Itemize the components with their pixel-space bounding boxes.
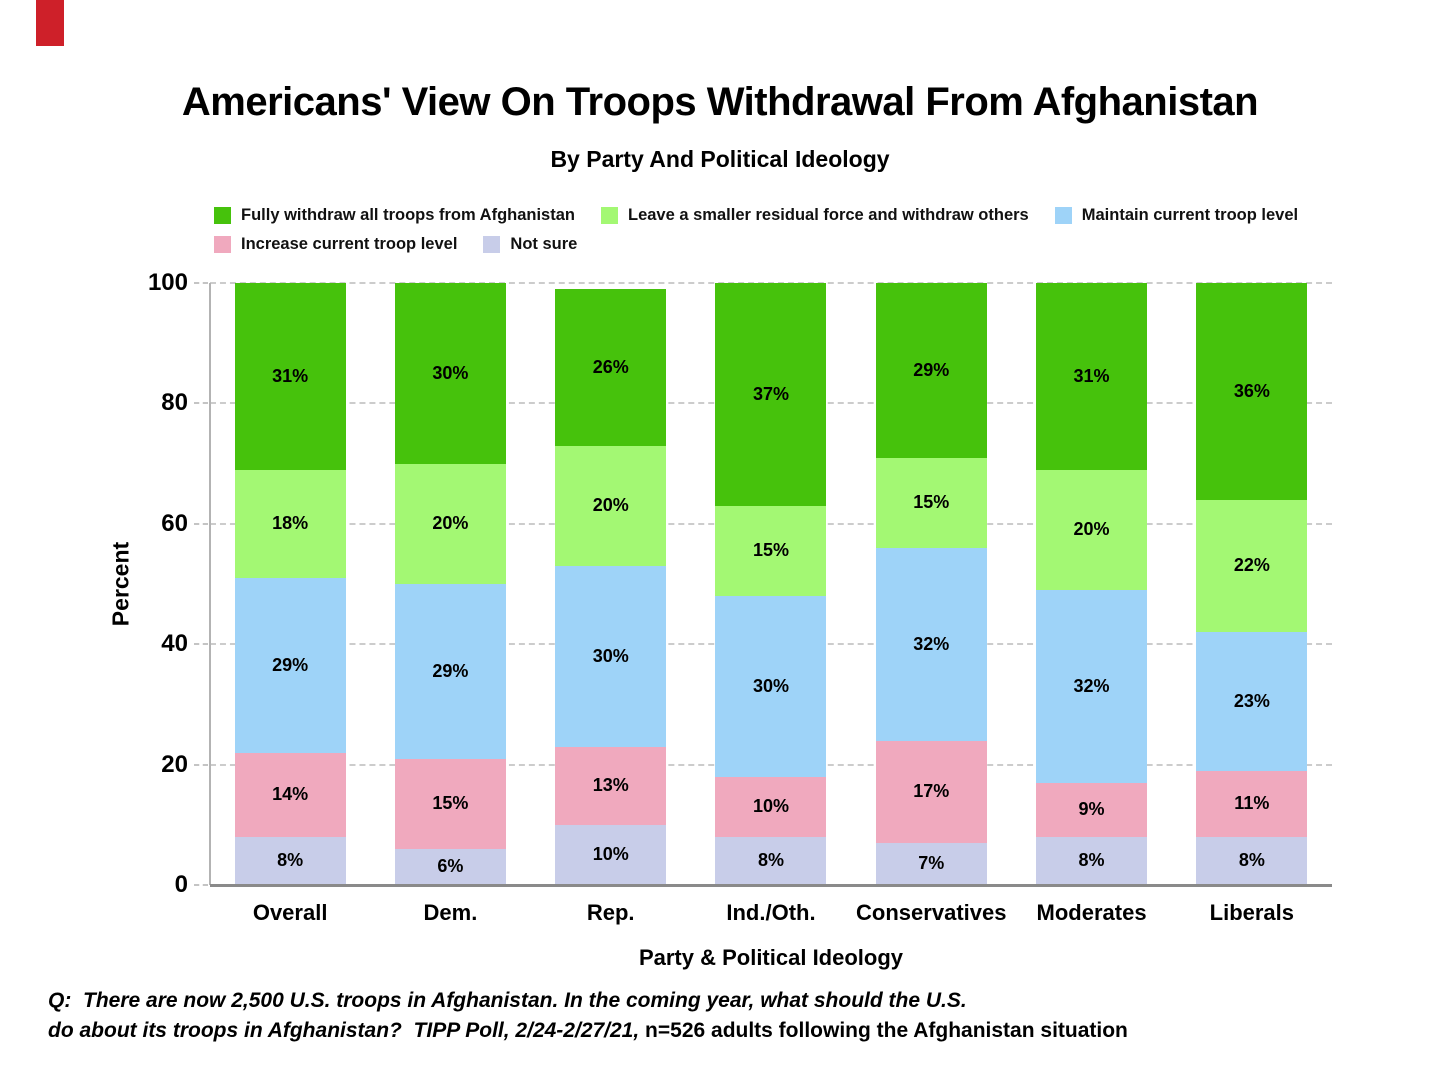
y-axis-title: Percent: [107, 541, 134, 627]
segment-value-label: 14%: [272, 784, 309, 805]
bar-segment: [395, 464, 506, 584]
stacked-bar-liberals: [1196, 283, 1307, 885]
bar-segment: [1036, 590, 1147, 783]
segment-value-label: 6%: [437, 856, 464, 877]
x-axis-baseline: [210, 884, 1332, 887]
stacked-bar-conservatives: [876, 283, 987, 885]
segment-value-label: 31%: [1073, 365, 1110, 386]
segment-value-label: 32%: [1073, 675, 1110, 696]
bar-segment: [555, 446, 666, 566]
footnote-line2-regular: n=526 adults following the Afghanistan situation: [645, 1019, 1128, 1043]
bar-segment: [235, 837, 346, 885]
legend-label: Increase current troop level: [241, 235, 458, 253]
bar-slot: [210, 283, 370, 885]
segment-value-label: 15%: [432, 793, 469, 814]
segment-value-label: 18%: [272, 513, 309, 534]
y-tick-label: 40: [161, 630, 188, 658]
segment-value-label: 37%: [752, 383, 789, 404]
bar-slot: [1172, 283, 1332, 885]
bar-segment: [715, 596, 826, 777]
y-tick: [194, 402, 208, 404]
footnote-line2: [48, 1016, 1418, 1046]
category-label: Conservatives: [856, 900, 1007, 925]
bar-segment: [876, 843, 987, 885]
legend-swatch-icon: [1055, 207, 1072, 224]
category-label: Ind./Oth.: [726, 900, 816, 925]
bar-slot: [1011, 283, 1171, 885]
legend-label: Fully withdraw all troops from Afghanistan: [241, 206, 575, 224]
y-tick: [194, 643, 208, 645]
bar-segment: [235, 578, 346, 753]
segment-value-label: 13%: [592, 775, 629, 796]
segment-value-label: 29%: [272, 654, 309, 675]
bar-segment: [715, 837, 826, 885]
segment-value-label: 23%: [1233, 690, 1270, 711]
bar-segment: [1196, 837, 1307, 885]
y-tick-label: 0: [174, 871, 188, 898]
bar-segment: [1196, 771, 1307, 837]
segment-value-label: 15%: [752, 540, 789, 561]
chart-title: Americans' View On Troops Withdrawal From Afghanistan: [181, 80, 1259, 124]
legend-label: Leave a smaller residual force and withdraw others: [628, 206, 1029, 224]
bar-segment: [1196, 283, 1307, 500]
bar-segment: [715, 506, 826, 596]
segment-value-label: 29%: [432, 660, 469, 681]
segment-value-label: 20%: [1073, 519, 1110, 540]
bar-segment: [876, 458, 987, 548]
bar-segment: [1036, 837, 1147, 885]
y-tick-label: 60: [161, 509, 188, 537]
red-corner-mark: [36, 0, 64, 46]
segment-value-label: 8%: [757, 850, 784, 871]
y-tick-label: 100: [147, 269, 188, 296]
bar-segment: [1036, 283, 1147, 470]
bars-area: [210, 283, 1332, 885]
stacked-bar-ind-oth-: [715, 283, 826, 885]
bar-segment: [395, 584, 506, 759]
segment-value-label: 30%: [752, 675, 789, 696]
bar-segment: [876, 548, 987, 741]
segment-value-label: 31%: [272, 365, 309, 386]
bar-segment: [715, 777, 826, 837]
category-labels: [210, 900, 1332, 926]
segment-value-label: 30%: [592, 645, 629, 666]
bar-segment: [395, 849, 506, 885]
bar-segment: [1196, 632, 1307, 771]
segment-value-label: 8%: [1238, 850, 1265, 871]
footnote: [48, 986, 1418, 1046]
segment-value-label: 26%: [592, 356, 629, 377]
segment-value-label: 20%: [592, 495, 629, 516]
legend-swatch-icon: [214, 236, 231, 253]
bar-segment: [395, 759, 506, 849]
bar-segment: [715, 283, 826, 506]
y-tick: [194, 884, 208, 886]
bar-slot: [370, 283, 530, 885]
bar-segment: [876, 283, 987, 458]
category-label: Overall: [252, 900, 328, 925]
legend-label: Maintain current troop level: [1081, 206, 1299, 224]
segment-value-label: 30%: [432, 362, 469, 383]
segment-value-label: 8%: [277, 850, 304, 871]
bar-slot: [691, 283, 851, 885]
stacked-bar-dem-: [395, 283, 506, 885]
bar-slot: [851, 283, 1011, 885]
bar-segment: [555, 566, 666, 747]
chart-subtitle: By Party And Political Ideology: [550, 146, 890, 172]
bar-segment: [555, 289, 666, 446]
legend-swatch-icon: [483, 236, 500, 253]
y-tick: [194, 764, 208, 766]
stacked-bar-rep-: [555, 289, 666, 885]
footnote-line2-italic: do about its troops in Afghanistan? TIPP Poll, 2/24-2/27/21,: [48, 1019, 640, 1043]
bar-segment: [1196, 500, 1307, 632]
segment-value-label: 20%: [432, 513, 469, 534]
category-label: Liberals: [1209, 900, 1295, 925]
legend: [214, 206, 1329, 254]
segment-value-label: 36%: [1233, 380, 1270, 401]
segment-value-label: 15%: [913, 492, 950, 513]
segment-value-label: 7%: [918, 853, 945, 874]
legend-item: [483, 235, 577, 254]
bar-segment: [1036, 470, 1147, 590]
legend-item: [1055, 206, 1298, 225]
segment-value-label: 22%: [1233, 555, 1270, 576]
segment-value-label: 11%: [1234, 793, 1270, 814]
segment-value-label: 9%: [1078, 799, 1105, 820]
bar-segment: [395, 283, 506, 464]
x-axis-title: Party & Political Ideology: [638, 945, 904, 970]
y-tick: [194, 523, 208, 525]
bar-segment: [555, 747, 666, 825]
bar-segment: [555, 825, 666, 885]
segment-value-label: 32%: [913, 633, 950, 654]
segment-value-label: 10%: [592, 844, 629, 865]
legend-item: [214, 206, 575, 225]
segment-value-label: 17%: [913, 781, 950, 802]
stacked-bar-overall: [235, 283, 346, 885]
segment-value-label: 10%: [752, 796, 789, 817]
bar-segment: [235, 753, 346, 837]
legend-swatch-icon: [214, 207, 231, 224]
legend-item: [214, 235, 457, 254]
segment-value-label: 8%: [1078, 850, 1105, 871]
segment-value-label: 29%: [913, 359, 950, 380]
bar-segment: [876, 741, 987, 843]
category-label: Rep.: [586, 900, 635, 925]
bar-segment: [235, 283, 346, 470]
footnote-line1: Q: There are now 2,500 U.S. troops in Afghanistan. In the coming year, what should the U.S.: [48, 989, 967, 1012]
legend-label: Not sure: [510, 235, 578, 253]
legend-swatch-icon: [601, 207, 618, 224]
legend-item: [601, 206, 1029, 225]
category-label: Moderates: [1036, 900, 1147, 925]
y-tick: [194, 282, 208, 284]
bar-segment: [235, 470, 346, 578]
bar-segment: [1036, 783, 1147, 837]
y-tick-label: 80: [161, 389, 188, 417]
y-tick-label: 20: [161, 750, 188, 778]
bar-slot: [531, 283, 691, 885]
stacked-bar-moderates: [1036, 283, 1147, 885]
category-label: Dem.: [423, 900, 478, 925]
